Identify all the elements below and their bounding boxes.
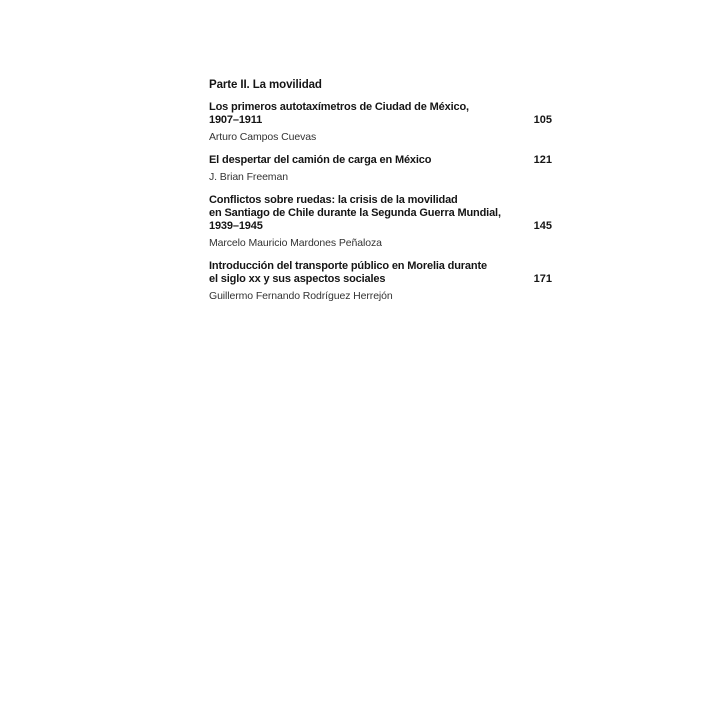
toc-entry-page-number: 171 — [533, 273, 552, 285]
toc-entry-author: Guillermo Fernando Rodríguez Herrejón — [209, 290, 393, 302]
toc-entry-title: Los primeros autotaxímetros de Ciudad de México, 1907–1911 — [209, 101, 469, 126]
toc-entry-author: Marcelo Mauricio Mardones Peñaloza — [209, 237, 382, 249]
toc-entry-head — [209, 260, 552, 286]
toc-entry-head — [209, 154, 552, 167]
toc-entry — [209, 194, 552, 250]
toc-entry-author: Arturo Campos Cuevas — [209, 131, 317, 143]
toc-entry — [209, 260, 552, 303]
toc-entry-title: El despertar del camión de carga en México — [209, 154, 432, 166]
toc-entry-head — [209, 101, 552, 127]
toc-entry — [209, 101, 552, 144]
toc-entry-head — [209, 194, 552, 233]
table-of-contents — [209, 78, 552, 313]
toc-entry — [209, 154, 552, 184]
toc-entry-page-number: 121 — [533, 154, 552, 166]
toc-entry-author: J. Brian Freeman — [209, 171, 288, 183]
toc-entry-page-number: 145 — [533, 220, 552, 232]
toc-entry-page-number: 105 — [533, 114, 552, 126]
toc-entry-title: Introducción del transporte público en Morelia durante el siglo xx y sus aspectos sociales — [209, 260, 487, 285]
part-title: Parte II. La movilidad — [209, 79, 322, 91]
toc-entry-title: Conflictos sobre ruedas: la crisis de la movilidad en Santiago de Chile durante la Segunda Guerra Mundial, 1939–1945 — [209, 194, 501, 232]
